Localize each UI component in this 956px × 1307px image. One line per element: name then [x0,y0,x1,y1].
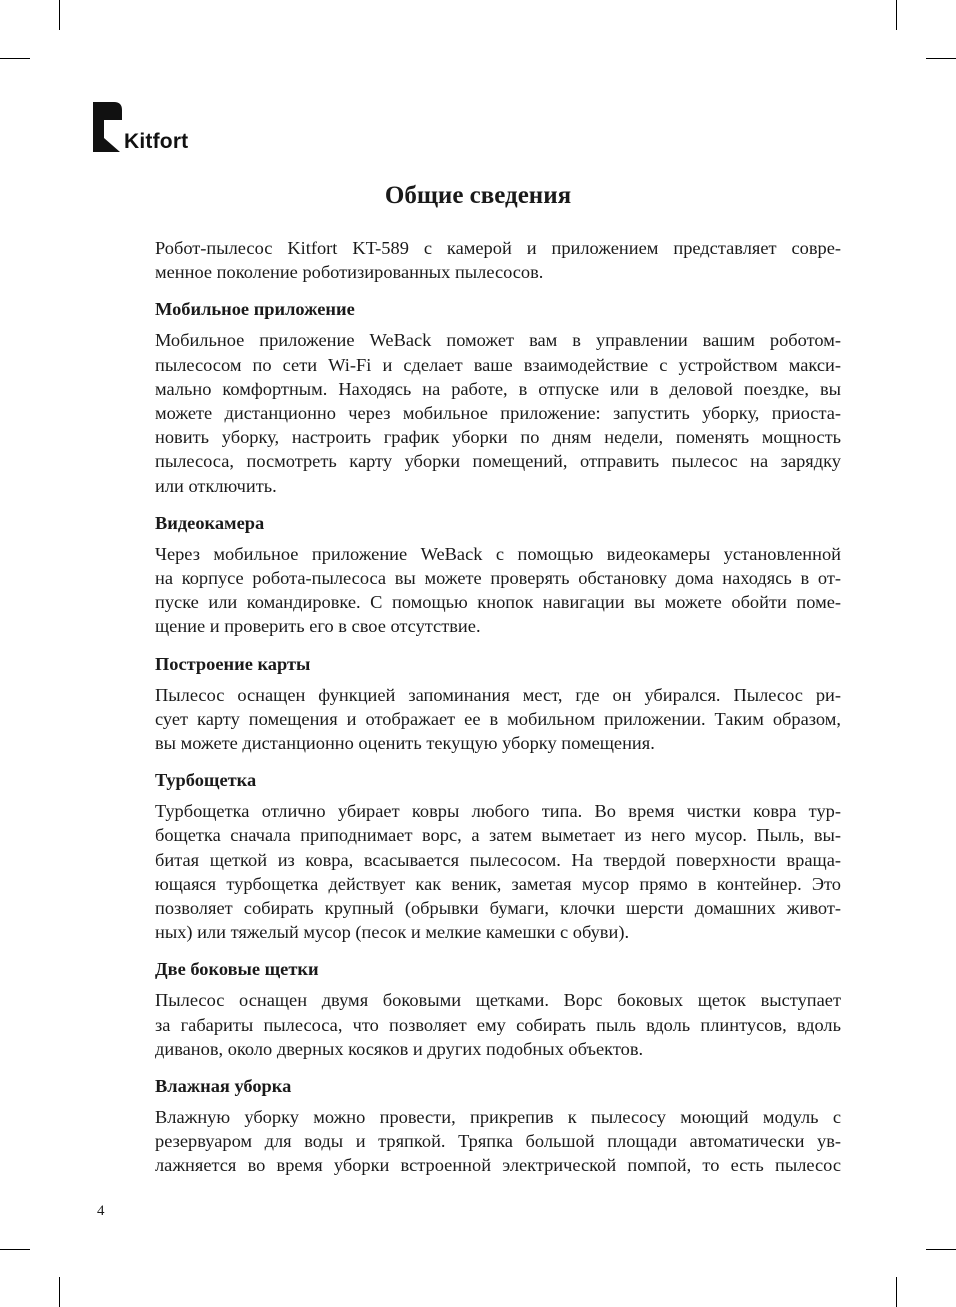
section-heading: Видеокамера [155,512,265,533]
text-line: диванов, около дверных косяков и других подобных объектов. [155,1038,644,1059]
section-paragraph [125,328,841,497]
text-line: сует карту помещения и отображает ее в мобильном приложении. Таким образом, [155,708,841,729]
text-line: новить уборку, настроить график уборки по дням недели, поменять мощность [155,427,841,448]
crop-mark-top-right [896,0,897,30]
document-body [125,236,841,1178]
section-heading: Турбощетка [155,770,257,791]
text-line: лажняется во время уборки встроенной электрической помпой, то есть пылесос [155,1155,841,1176]
text-line: пылесосом по сети Wi-Fi и сделает ваше взаимодействие с устройством макси- [155,354,841,375]
text-line: битая щеткой из ковра, всасывается пылесосом. На твердой поверхности враща- [155,849,841,870]
text-line: Через мобильное приложение WeBack с помощью видеокамеры установленной [155,543,841,564]
text-line: за габариты пылесоса, что позволяет ему собирать пыль вдоль плинтусов, вдоль [155,1014,841,1035]
crop-mark-top-right-h [926,58,956,59]
text-line: Пылесос оснащен функцией запоминания мест, где он убирался. Пылесос ри- [155,684,841,705]
intro-paragraph [125,236,841,284]
section-heading: Две боковые щетки [155,959,319,980]
page-title: Общие сведения [384,182,572,209]
section-paragraph [125,988,841,1061]
page-number: 4 [97,1203,105,1219]
crop-mark-top-left-h [0,58,30,59]
crop-mark-top-left [59,0,60,30]
section-paragraph [125,683,841,756]
text-line: Мобильное приложение WeBack поможет вам в управлении вашим роботом- [155,330,841,351]
text-line: вы можете дистанционно оценить текущую уборку помещения. [155,733,655,754]
crop-mark-bottom-right-h [926,1249,956,1250]
kitfort-logo-icon [92,100,124,156]
section-paragraph [125,1105,841,1178]
crop-mark-bottom-left-h [0,1249,30,1250]
text-line: ных) или тяжелый мусор (песок и мелкие камешки с обуви). [155,922,630,943]
text-line: можете дистанционно через мобильное приложение: запустить уборку, приоста- [155,403,841,424]
text-line: пуске или командировке. С помощью кнопок навигации вы можете обойти поме- [155,592,841,613]
text-line: или отключить. [155,475,277,496]
text-line: резервуаром для воды и тряпкой. Тряпка большой площади автоматически ув- [155,1131,841,1152]
text-line: пылесоса, посмотреть карту уборки помещений, отправить пылесос на зарядку [155,451,841,472]
text-line: ющаяся турбощетка действует как веник, заметая мусор прямо в контейнер. Это [155,873,841,894]
text-line: позволяет собирать крупный (обрывки бумаги, клочки шерсти домашних живот- [155,898,841,919]
crop-mark-bottom-left [59,1277,60,1307]
text-line: мально комфортным. Находясь на работе, в отпуске или в деловой поездке, вы [155,378,841,399]
text-line: на корпусе робота-пылесоса вы можете проверять обстановку дома находясь в от- [155,568,841,589]
text-line: менное поколение роботизированных пылесосов. [155,262,544,283]
kitfort-logo [92,100,202,156]
section-paragraph [125,542,841,639]
section-heading: Влажная уборка [155,1076,292,1097]
crop-mark-bottom-right [896,1277,897,1307]
text-line: бощетка сначала приподнимает ворс, а затем выметает из него мусор. Пыль, вы- [155,825,841,846]
text-line: Турбощетка отлично убирает ковры любого типа. Во время чистки ковра тур- [155,801,841,822]
section-heading: Мобильное приложение [155,299,355,320]
section-paragraph [125,799,841,944]
text-line: Пылесос оснащен двумя боковыми щетками. Ворс боковых щеток выступает [155,990,841,1011]
brand-name: Kitfort [124,130,189,153]
text-line: Робот-пылесос Kitfort KT-589 с камерой и приложением представляет совре- [155,238,841,258]
text-line: щение и проверить его в свое отсутствие. [155,616,481,637]
text-line: Влажную уборку можно провести, прикрепив к пылесосу моющий модуль с [155,1107,841,1128]
section-heading: Построение карты [155,653,311,674]
